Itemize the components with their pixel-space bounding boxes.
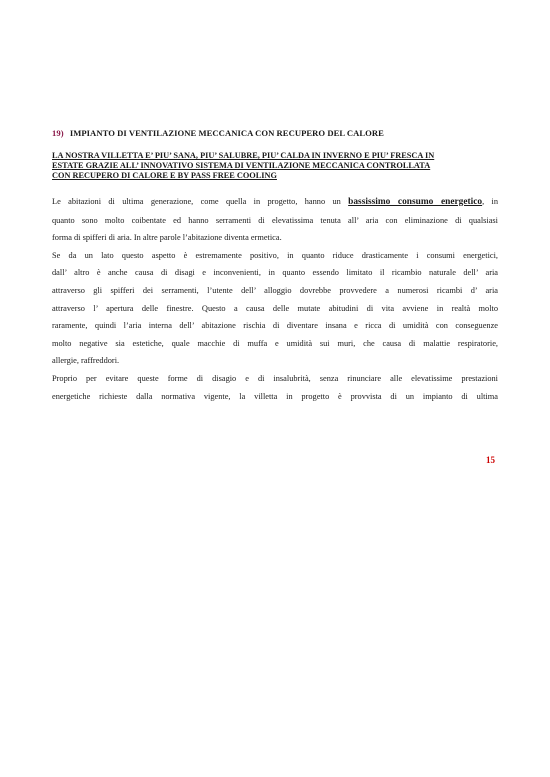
body-line: attraverso l’ apertura delle finestre. Questo a causa delle mutate abitudini di vita avviene in realtà molto <box>52 303 498 313</box>
body-text <box>52 193 498 405</box>
subtitle-block <box>52 151 502 182</box>
body-line: Se da un lato questo aspetto è estremamente positivo, in quanto riduce drasticamente i consumi energetici, <box>52 250 498 260</box>
body-line-start: Le abitazioni di ultima generazione, come quella in progetto, hanno un <box>52 197 349 206</box>
body-line: attraverso gli spifferi dei serramenti, l’utente dell’ alloggio dovrebbe provvedere a numerosi ricambi d’ aria <box>52 285 498 295</box>
body-line: forma di spifferi di aria. In altre parole l’abitazione diventa ermetica. <box>52 233 282 243</box>
highlight-phrase: bassissimo consumo energetico <box>348 197 483 207</box>
body-line: dall’ altro è anche causa di disagi e inconvenienti, in quanto essendo limitato il ricambio naturale dell’ aria <box>52 268 498 278</box>
body-line: Proprio per evitare queste forme di disagio e di insalubrità, senza rinunciare alle elevatissime prestazioni <box>52 373 498 383</box>
body-line: raramente, quindi l’aria interna dell’ abitazione rischia di diventare insana e ricca di umidità con conseguenze <box>52 321 498 331</box>
section-number: 19) <box>52 128 64 138</box>
body-line: quanto sono molto coibentate ed hanno serramenti di elevatissima tenuta all’ aria con eliminazione di qualsiasi <box>52 215 498 225</box>
section-title: IMPIANTO DI VENTILAZIONE MECCANICA CON RECUPERO DEL CALORE <box>69 128 384 138</box>
body-line: molto negative sia estetiche, quale macchie di muffa e umidità sui muri, che causa di malattie respiratorie, <box>52 338 498 348</box>
subtitle-line: LA NOSTRA VILLETTA E’ PIU’ SANA, PIU’ SALUBRE, PIU’ CALDA IN INVERNO E PIU’ FRESCA IN <box>52 151 435 160</box>
page-number: 15 <box>486 455 495 465</box>
section-heading <box>52 128 512 138</box>
subtitle-line: CON RECUPERO DI CALORE E BY PASS FREE COOLING <box>52 171 277 181</box>
body-line-end: , in <box>482 197 498 206</box>
body-line <box>52 193 498 212</box>
body-line: energetiche richieste dalla normativa vigente, la villetta in progetto è provvista di un impianto di ultima <box>52 391 498 401</box>
subtitle-line: ESTATE GRAZIE ALL’ INNOVATIVO SISTEMA DI VENTILAZIONE MECCANICA CONTROLLATA <box>52 161 431 171</box>
body-line: allergie, raffreddori. <box>52 356 120 366</box>
